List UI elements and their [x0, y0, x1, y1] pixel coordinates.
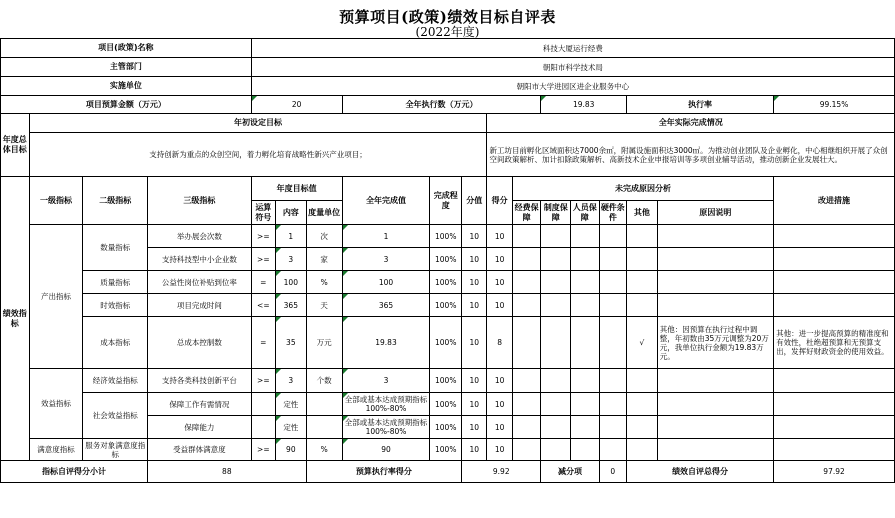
level2-quantity: 数量指标: [83, 225, 148, 271]
row-degree: 100%: [430, 393, 462, 416]
row-name: 支持各类科技创新平台: [148, 369, 252, 393]
row-score: 8: [487, 317, 512, 369]
header-target: 年度目标值: [251, 177, 342, 201]
set-goal-text: 支持创新为重点的众创空间，着力孵化培育战略性新兴产业项目；: [29, 133, 487, 177]
row-op: >=: [251, 225, 275, 248]
row-op: =: [251, 271, 275, 294]
row-unit: 万元: [306, 317, 342, 369]
actual-completion-text: 新工坊目前孵化区域面积达7000余㎡，附属设施面积达3000㎡。为推动创业团队及企业孵化，中心相继组织开展了众创空间政策解析、加计扣除政策解析、高新技术企业申报培训等多项创业辅导活动，推动创新企业发展壮大。: [487, 133, 895, 177]
row-score: 10: [487, 225, 512, 248]
row-op: >=: [251, 439, 275, 461]
row-unit: 天: [306, 294, 342, 317]
header-score: 得分: [487, 177, 512, 225]
row-score: 10: [487, 393, 512, 416]
header-done: 全年完成值: [342, 177, 430, 225]
self-score-label: 指标自评得分小计: [1, 461, 148, 483]
row-degree: 100%: [430, 416, 462, 439]
row-degree: 100%: [430, 294, 462, 317]
row-name: 保障能力: [148, 416, 252, 439]
self-evaluation-table: [0, 38, 895, 483]
row-degree: 100%: [430, 271, 462, 294]
header-content: 内容: [275, 201, 306, 225]
row-name: 公益性岗位补贴到位率: [148, 271, 252, 294]
header-measures: 改进措施: [774, 177, 895, 225]
row-unit: %: [306, 439, 342, 461]
project-name-label: 项目(政策)名称: [1, 39, 252, 58]
rate-label: 执行率: [627, 96, 774, 114]
row-done: 100: [342, 271, 430, 294]
reason-description: 其他：因预算在执行过程中调整，年初数由35万元调整为20万元，我单位执行金额为19.83万元。: [657, 317, 773, 369]
row-name: 项目完成时间: [148, 294, 252, 317]
header-reason-other: 其他: [627, 201, 658, 225]
header-reason-system: 制度保障: [541, 201, 571, 225]
row-full: 10: [462, 248, 487, 271]
row-op: [251, 416, 275, 439]
indicator-side-label: 绩效指标: [1, 177, 30, 461]
header-score-full: 分值: [462, 177, 487, 225]
unit-value: 朝阳市大学进园区进企业服务中心: [251, 77, 894, 96]
row-content: 365: [275, 294, 306, 317]
row-done: 365: [342, 294, 430, 317]
row-full: 10: [462, 439, 487, 461]
improvement-measure: 其他：进一步提高预算的精准度和有效性，杜绝超预算和无预算支出，发挥好财政资金的使用效益。: [774, 317, 895, 369]
row-op: [251, 393, 275, 416]
header-level2: 二级指标: [83, 177, 148, 225]
budget-score-label: 预算执行率得分: [306, 461, 461, 483]
row-unit: [306, 416, 342, 439]
total-score-value: 97.92: [774, 461, 895, 483]
exec-value: 19.83: [541, 96, 627, 114]
actual-completion-header: 全年实际完成情况: [487, 114, 895, 133]
header-level3: 三级指标: [148, 177, 252, 225]
row-score: 10: [487, 439, 512, 461]
row-done: 3: [342, 369, 430, 393]
budget-label: 项目预算金额（万元）: [1, 96, 252, 114]
row-score: 10: [487, 369, 512, 393]
budget-value: 20: [251, 96, 342, 114]
row-score: 10: [487, 416, 512, 439]
row-content: 90: [275, 439, 306, 461]
header-reason: 未完成原因分析: [512, 177, 773, 201]
row-done: 全部或基本达成预期指标100%-80%: [342, 393, 430, 416]
row-name: 保障工作有需情况: [148, 393, 252, 416]
self-score-value: 88: [148, 461, 307, 483]
row-op: >=: [251, 369, 275, 393]
header-unit: 度量单位: [306, 201, 342, 225]
header-reason-staff: 人员保障: [571, 201, 600, 225]
header-op: 运算符号: [251, 201, 275, 225]
row-done: 3: [342, 248, 430, 271]
row-score: 10: [487, 248, 512, 271]
row-content: 3: [275, 248, 306, 271]
row-score: 10: [487, 271, 512, 294]
level1-effect: 效益指标: [29, 369, 83, 439]
row-done: 1: [342, 225, 430, 248]
row-degree: 100%: [430, 317, 462, 369]
row-content: 100: [275, 271, 306, 294]
row-done: 全部或基本达成预期指标100%-80%: [342, 416, 430, 439]
dept-value: 朝阳市科学技术局: [251, 58, 894, 77]
level2-quality: 质量指标: [83, 271, 148, 294]
row-unit: 个数: [306, 369, 342, 393]
level2-social: 社会效益指标: [83, 393, 148, 439]
dept-label: 主管部门: [1, 58, 252, 77]
level2-cost: 成本指标: [83, 317, 148, 369]
row-degree: 100%: [430, 248, 462, 271]
row-full: 10: [462, 317, 487, 369]
row-degree: 100%: [430, 439, 462, 461]
set-goal-header: 年初设定目标: [29, 114, 487, 133]
row-op: >=: [251, 248, 275, 271]
level2-economic: 经济效益指标: [83, 369, 148, 393]
row-full: 10: [462, 271, 487, 294]
budget-score-value: 9.92: [462, 461, 541, 483]
row-name: 受益群体满意度: [148, 439, 252, 461]
row-content: 定性: [275, 393, 306, 416]
row-score: 10: [487, 294, 512, 317]
row-unit: [306, 393, 342, 416]
header-reason-funds: 经费保障: [512, 201, 541, 225]
reason-other-check: √: [627, 317, 658, 369]
row-op: <=: [251, 294, 275, 317]
header-reason-desc: 原因说明: [657, 201, 773, 225]
row-full: 10: [462, 416, 487, 439]
row-content: 1: [275, 225, 306, 248]
row-name: 支持科技型中小企业数: [148, 248, 252, 271]
row-degree: 100%: [430, 369, 462, 393]
row-unit: 家: [306, 248, 342, 271]
unit-label: 实施单位: [1, 77, 252, 96]
row-name: 举办展会次数: [148, 225, 252, 248]
row-content: 35: [275, 317, 306, 369]
total-score-label: 绩效自评总得分: [627, 461, 774, 483]
deduction-value: 0: [599, 461, 627, 483]
row-op: =: [251, 317, 275, 369]
level2-timeliness: 时效指标: [83, 294, 148, 317]
row-unit: 次: [306, 225, 342, 248]
page-title: 预算项目(政策)绩效目标自评表: [339, 8, 556, 26]
project-name-value: 科技大厦运行经费: [251, 39, 894, 58]
row-full: 10: [462, 393, 487, 416]
level2-service: 服务对象满意度指标: [83, 439, 148, 461]
header-reason-hardware: 硬件条件: [599, 201, 627, 225]
row-full: 10: [462, 225, 487, 248]
row-degree: 100%: [430, 225, 462, 248]
row-unit: %: [306, 271, 342, 294]
row-content: 3: [275, 369, 306, 393]
annual-goal-side-label: 年度总体目标: [1, 114, 30, 177]
row-done: 90: [342, 439, 430, 461]
level1-satisfaction: 满意度指标: [29, 439, 83, 461]
row-content: 定性: [275, 416, 306, 439]
header-level1: 一级指标: [29, 177, 83, 225]
header-degree: 完成程度: [430, 177, 462, 225]
row-full: 10: [462, 369, 487, 393]
deduction-label: 减分项: [541, 461, 599, 483]
exec-label: 全年执行数（万元）: [342, 96, 541, 114]
row-full: 10: [462, 294, 487, 317]
row-done: 19.83: [342, 317, 430, 369]
level1-output: 产出指标: [29, 225, 83, 369]
page-subtitle: (2022年度): [415, 25, 480, 39]
rate-value: 99.15%: [774, 96, 895, 114]
row-name: 总成本控制数: [148, 317, 252, 369]
